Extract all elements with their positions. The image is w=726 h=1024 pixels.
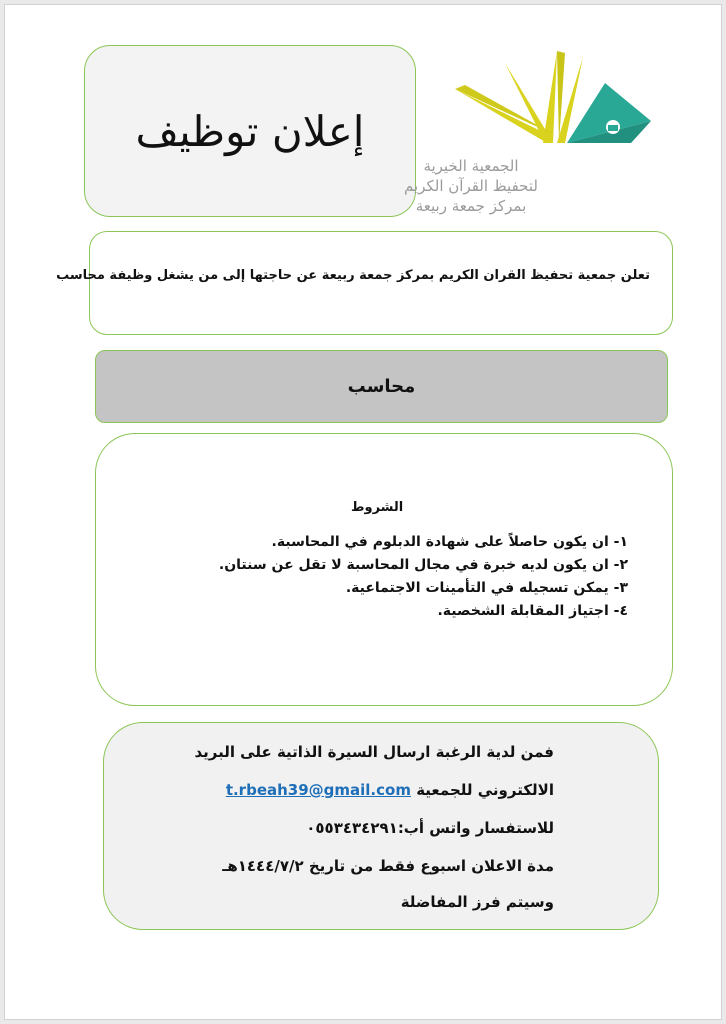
- job-title: محاسب: [347, 376, 416, 397]
- conditions-box: [95, 433, 673, 706]
- contact-line-4: مدة الاعلان اسبوع فقط من تاريخ ١٤٤٤/٧/٢هـ: [222, 857, 554, 875]
- page-title: إعلان توظيف: [135, 106, 365, 156]
- contact-line-3: للاستفسار واتس أب:٠٥٥٣٤٣٤٢٩١: [306, 819, 554, 837]
- conditions-list: [219, 531, 628, 623]
- title-box: [84, 45, 416, 217]
- logo-emblem-icon: [445, 45, 655, 157]
- association-logo: [404, 45, 655, 225]
- contact-line-2-text: الالكتروني للجمعية: [416, 781, 554, 799]
- intro-box: [56, 231, 673, 335]
- contact-line-5: وسيتم فرز المفاضلة: [400, 893, 554, 911]
- condition-item: ٢- ان يكون لديه خبرة في مجال المحاسبة لا تقل عن سنتان.: [218, 557, 628, 573]
- condition-item: ١- ان يكون حاصلاً على شهادة الدبلوم في المحاسبة.: [271, 534, 628, 550]
- logo-line-2: لتحفيظ القرآن الكريم: [404, 177, 538, 195]
- conditions-heading: الشروط: [351, 500, 404, 515]
- contact-line-1: فمن لدية الرغبة ارسال السيرة الذاتية على البريد: [194, 743, 554, 761]
- contact-box: [103, 722, 659, 930]
- logo-line-3: بمركز جمعة ربيعة: [415, 197, 527, 215]
- document-page: [4, 4, 722, 1020]
- condition-item: ٤- اجتياز المقابلة الشخصية.: [437, 603, 628, 619]
- email-link[interactable]: t.rbeah39@gmail.com: [225, 781, 411, 799]
- contact-line-2: [226, 781, 554, 799]
- condition-item: ٣- يمكن تسجيله في التأمينات الاجتماعية.: [345, 580, 628, 596]
- logo-line-1: الجمعية الخيرية: [423, 157, 519, 175]
- intro-text: تعلن جمعية تحفيظ القران الكريم بمركز جمعة ربيعة عن حاجتها إلى من يشغل وظيفة محاسب: [56, 268, 650, 283]
- job-title-box: [95, 350, 668, 423]
